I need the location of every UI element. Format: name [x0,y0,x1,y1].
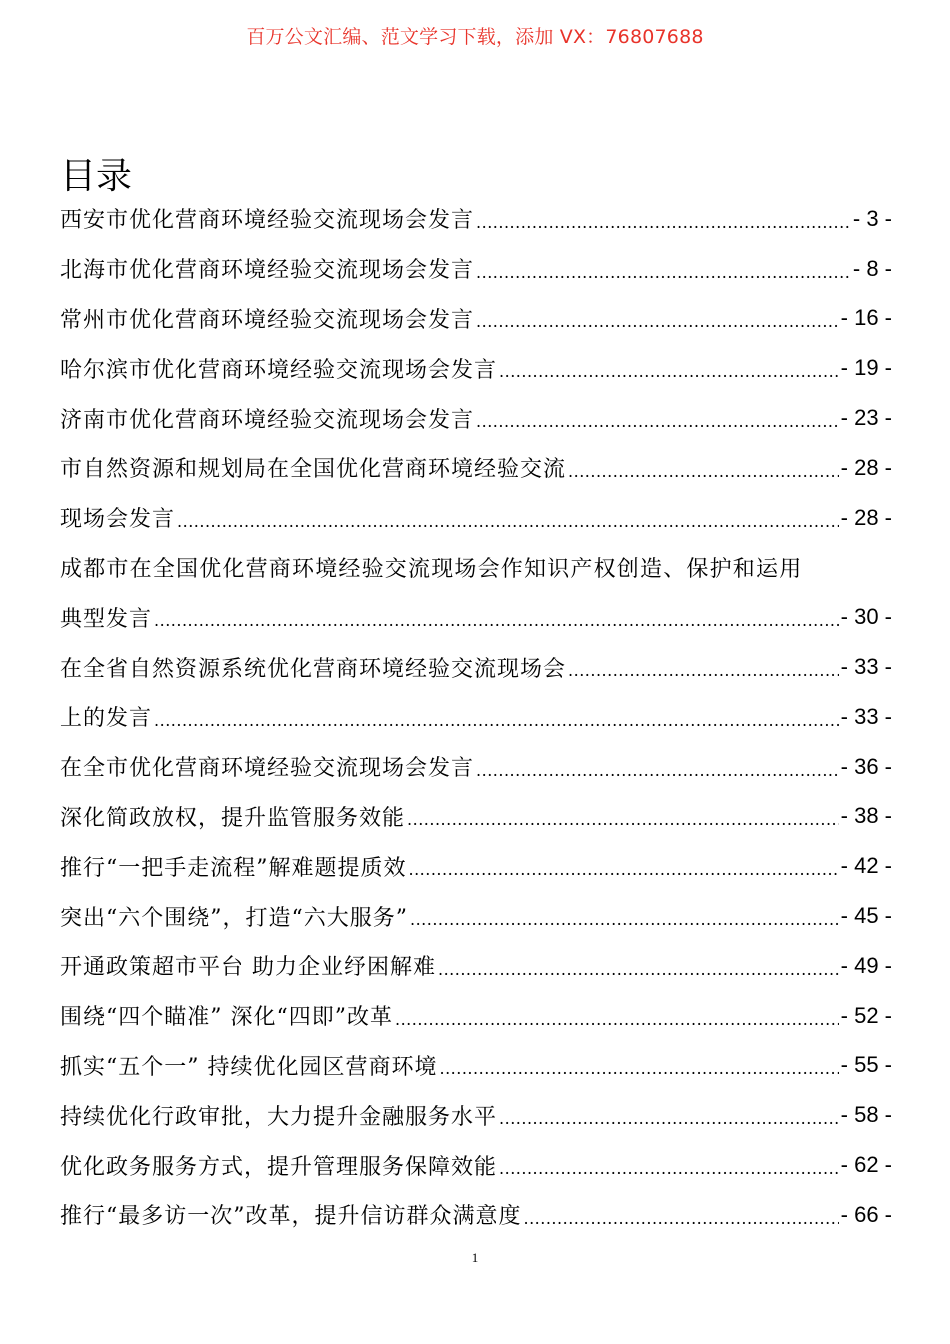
toc-entry-text: 开通政策超市平台 助力企业纾困解难 [60,955,436,981]
dot-leader [476,761,839,792]
dot-leader [395,1010,839,1041]
toc-entry[interactable] [60,792,892,842]
dot-leader [407,810,839,841]
dot-leader [154,711,839,742]
toc-entry-text: 现场会发言 [60,507,176,533]
dot-leader [440,1059,839,1090]
dot-leader [177,512,839,543]
toc-entry-page: - 28 - [840,504,892,530]
toc-entry-page: - 19 - [840,355,892,381]
toc-entry-text: 上的发言 [60,706,153,732]
toc-entry-text: 西安市优化营商环境经验交流现场会发言 [60,208,475,234]
toc-entry-page: - 8 - [852,255,892,281]
toc-entry-page: - 33 - [840,654,892,680]
dot-leader [476,263,851,294]
dot-leader [568,462,839,493]
toc-entry[interactable] [60,294,892,344]
page-number: 1 [471,1250,479,1265]
toc-entry[interactable] [60,841,892,891]
toc-entry-text: 优化政务服务方式，提升管理服务保障效能 [60,1154,498,1180]
toc-entry-text: 抓实“五个一” 持续优化园区营商环境 [60,1054,438,1080]
toc-entry-page: - 62 - [840,1152,892,1178]
toc-entry[interactable] [60,642,892,692]
dot-leader [409,860,839,891]
toc-entry-page: - 66 - [840,1201,892,1227]
dot-leader [568,661,839,692]
toc-entry[interactable] [60,1190,892,1240]
toc-entry[interactable] [60,493,892,543]
table-of-contents [60,194,892,1240]
toc-entry-page: - 16 - [840,305,892,331]
toc-entry-text: 推行“最多访一次”改革，提升信访群众满意度 [60,1204,522,1230]
dot-leader [438,960,839,991]
toc-entry-text: 深化简政放权，提升监管服务效能 [60,805,406,831]
toc-title: 目录 [60,156,133,197]
toc-entry[interactable] [60,692,892,742]
toc-entry-text: 持续优化行政审批，大力提升金融服务水平 [60,1104,498,1130]
dot-leader [499,1159,839,1190]
toc-entry-text: 哈尔滨市优化营商环境经验交流现场会发言 [60,357,498,383]
toc-entry-page: - 45 - [840,903,892,929]
toc-entry[interactable] [60,343,892,393]
dot-leader [154,611,839,642]
toc-entry-page: - 58 - [840,1102,892,1128]
toc-entry-text: 市自然资源和规划局在全国优化营商环境经验交流 [60,457,567,483]
toc-entry-text: 北海市优化营商环境经验交流现场会发言 [60,258,475,284]
toc-entry-text: 济南市优化营商环境经验交流现场会发言 [60,407,475,433]
toc-entry[interactable] [60,194,892,244]
toc-entry[interactable] [60,393,892,443]
dot-leader [476,312,839,343]
dot-leader [476,213,851,244]
toc-entry-text: 典型发言 [60,606,153,632]
toc-entry-text: 常州市优化营商环境经验交流现场会发言 [60,307,475,333]
dot-leader [524,1209,839,1240]
toc-entry-text: 在全市优化营商环境经验交流现场会发言 [60,756,475,782]
toc-entry-page: - 23 - [840,405,892,431]
toc-entry-page: - 52 - [840,1002,892,1028]
toc-entry-page: - 28 - [840,454,892,480]
toc-entry[interactable] [60,941,892,991]
toc-entry-text: 突出“六个围绕”，打造“六大服务” [60,905,408,931]
toc-entry-page: - 30 - [840,604,892,630]
toc-entry-page: - 55 - [840,1052,892,1078]
toc-entry-page: - 49 - [840,952,892,978]
toc-entry-text: 在全省自然资源系统优化营商环境经验交流现场会 [60,656,567,682]
toc-entry-page: - 36 - [840,753,892,779]
header-banner: 百万公文汇编、范文学习下载，添加 VX：76807688 [246,26,704,48]
toc-entry[interactable] [60,1041,892,1091]
toc-entry[interactable] [60,742,892,792]
toc-entry[interactable] [60,1090,892,1140]
toc-entry[interactable] [60,244,892,294]
toc-entry-page: - 38 - [840,803,892,829]
toc-entry-page: - 3 - [852,205,892,231]
toc-entry[interactable] [60,991,892,1041]
toc-entry[interactable] [60,543,892,593]
toc-entry-text: 成都市在全国优化营商环境经验交流现场会作知识产权创造、保护和运用 [60,556,803,582]
toc-entry-text: 推行“一把手走流程”解难题提质效 [60,855,407,881]
toc-entry-page: - 42 - [840,853,892,879]
dot-leader [499,362,839,393]
toc-entry-text: 围绕“四个瞄准” 深化“四即”改革 [60,1005,393,1031]
dot-leader [499,1109,839,1140]
toc-entry-page: - 33 - [840,703,892,729]
dot-leader [410,910,839,941]
dot-leader [476,412,839,443]
toc-entry[interactable] [60,443,892,493]
toc-entry[interactable] [60,592,892,642]
toc-entry[interactable] [60,891,892,941]
toc-entry[interactable] [60,1140,892,1190]
